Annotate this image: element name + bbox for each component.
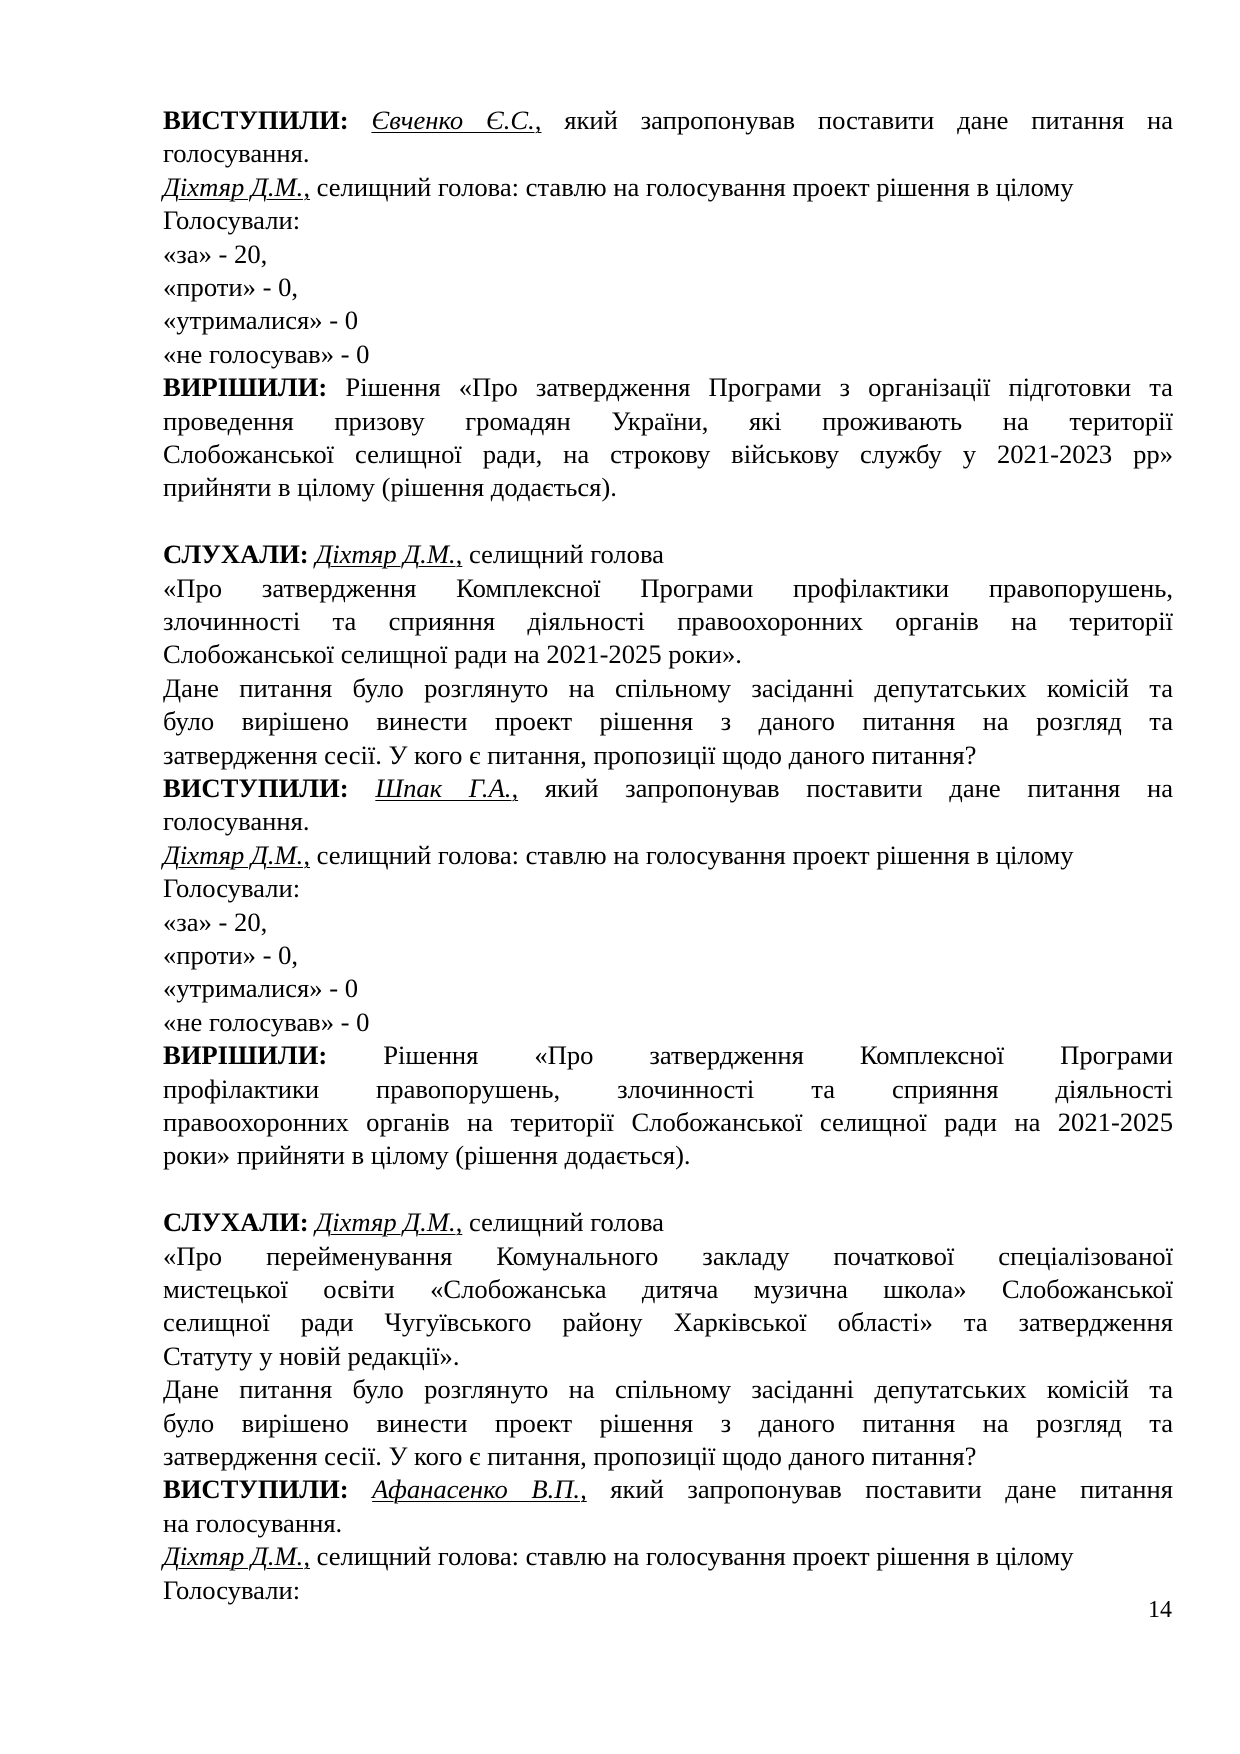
heard-text: селищний голова — [468, 539, 664, 570]
speaker-text: який запропонував поставити дане питання на — [564, 105, 1173, 135]
decision-line: правоохоронних органів на території Слобожанської селищної ради на 2021-2025 — [163, 1107, 1173, 1137]
topic-line: Статуту у новій редакції». — [163, 1340, 460, 1371]
vote-for: «за» - 20, — [163, 906, 268, 937]
document-page — [163, 104, 1173, 1607]
chair-text: селищний голова: ставлю на голосування проект рішення в цілому — [316, 171, 1074, 202]
chair-line — [163, 171, 1173, 204]
vote-abstained: «утрималися» - 0 — [163, 973, 359, 1004]
text-line: на голосування. — [163, 1507, 343, 1538]
vote-for: «за» - 20, — [163, 238, 268, 269]
speakers-line — [163, 1473, 1173, 1506]
speaker-text: який запропонував поставити дане питання — [610, 1474, 1173, 1505]
keyword-vystupyly: ВИСТУПИЛИ: — [163, 772, 349, 803]
section-gap — [163, 1173, 1173, 1206]
decision-line: прийняти в цілому (рішення додається). — [163, 472, 617, 503]
section-gap — [163, 505, 1173, 538]
topic-line: мистецької освіти «Слобожанська дитяча музична школа» Слобожанської — [163, 1273, 1173, 1304]
paragraph-line: затвердження сесії. У кого є питання, пропозиції щодо даного питання? — [163, 1440, 977, 1471]
votes-header: Голосували: — [163, 1574, 301, 1605]
chair-text: селищний голова: ставлю на голосування проект рішення в цілому — [316, 839, 1074, 870]
chair-text: селищний голова: ставлю на голосування проект рішення в цілому — [316, 1541, 1074, 1572]
keyword-vystupyly: ВИСТУПИЛИ: — [163, 1474, 349, 1505]
text-line: голосування. — [163, 806, 310, 837]
speakers-line — [163, 104, 1173, 137]
keyword-vyrishyly: ВИРІШИЛИ: — [163, 1040, 328, 1071]
chair-line — [163, 839, 1173, 872]
vote-against: «проти» - 0, — [163, 272, 299, 303]
speakers-line — [163, 772, 1173, 805]
paragraph-line: затвердження сесії. У кого є питання, пропозиції щодо даного питання? — [163, 739, 977, 770]
heard-line — [163, 1206, 1173, 1239]
keyword-sluhaly: СЛУХАЛИ: — [163, 1207, 309, 1238]
chair-name: Діхтяр Д.М., — [163, 1541, 310, 1572]
text-line: голосування. — [163, 138, 310, 169]
decision-text: Рішення «Про затвердження Комплексної Програми — [383, 1040, 1173, 1071]
decision-line — [163, 1039, 1173, 1072]
paragraph-line: Дане питання було розглянуто на спільному засіданні депутатських комісій та — [163, 672, 1173, 703]
chair-line — [163, 1540, 1173, 1573]
keyword-vystupyly: ВИСТУПИЛИ: — [163, 105, 349, 135]
speaker-name: Афанасенко В.П., — [372, 1474, 587, 1505]
decision-line: роки» прийняти в цілому (рішення додається). — [163, 1140, 691, 1171]
topic-line: «Про затвердження Комплексної Програми профілактики правопорушень, — [163, 572, 1173, 603]
vote-against: «проти» - 0, — [163, 940, 299, 970]
vote-not-voted: «не голосував» - 0 — [163, 338, 370, 369]
speaker-text: який запропонував поставити дане питання на — [544, 772, 1173, 803]
topic-line: Слобожанської селищної ради на 2021-2025 роки». — [163, 639, 742, 670]
decision-line: профілактики правопорушень, злочинності та сприяння діяльності — [163, 1073, 1173, 1104]
decision-line: Слобожанської селищної ради, на строкову військову службу у 2021-2023 рр» — [163, 439, 1173, 470]
chair-name: Діхтяр Д.М., — [163, 839, 310, 870]
keyword-sluhaly: СЛУХАЛИ: — [163, 539, 309, 570]
heard-line — [163, 538, 1173, 571]
decision-line: проведення призову громадян України, які проживають на території — [163, 405, 1173, 436]
speaker-name: Євченко Є.С., — [371, 105, 542, 135]
decision-text: Рішення «Про затвердження Програми з організації підготовки та — [345, 372, 1173, 403]
paragraph-line: Дане питання було розглянуто на спільному засіданні депутатських комісій та — [163, 1374, 1173, 1405]
keyword-vyrishyly: ВИРІШИЛИ: — [163, 372, 328, 403]
topic-line: селищної ради Чугуївського району Харківської області» та затвердження — [163, 1307, 1173, 1338]
decision-line — [163, 371, 1173, 404]
page-number: 14 — [1148, 1597, 1172, 1623]
paragraph-line: було вирішено винести проект рішення з даного питання на розгляд та — [163, 706, 1173, 737]
heard-text: селищний голова — [468, 1207, 664, 1238]
topic-line: «Про перейменування Комунального закладу початкової спеціалізованої — [163, 1240, 1173, 1271]
vote-abstained: «утрималися» - 0 — [163, 305, 359, 336]
paragraph-line: було вирішено винести проект рішення з даного питання на розгляд та — [163, 1407, 1173, 1438]
heard-name: Діхтяр Д.М., — [315, 1207, 463, 1238]
chair-name: Діхтяр Д.М., — [163, 171, 310, 202]
vote-not-voted: «не голосував» - 0 — [163, 1006, 370, 1037]
votes-header: Голосували: — [163, 205, 301, 236]
heard-name: Діхтяр Д.М., — [315, 539, 463, 570]
topic-line: злочинності та сприяння діяльності правоохоронних органів на території — [163, 606, 1173, 636]
votes-header: Голосували: — [163, 873, 301, 904]
speaker-name: Шпак Г.А., — [375, 772, 519, 803]
